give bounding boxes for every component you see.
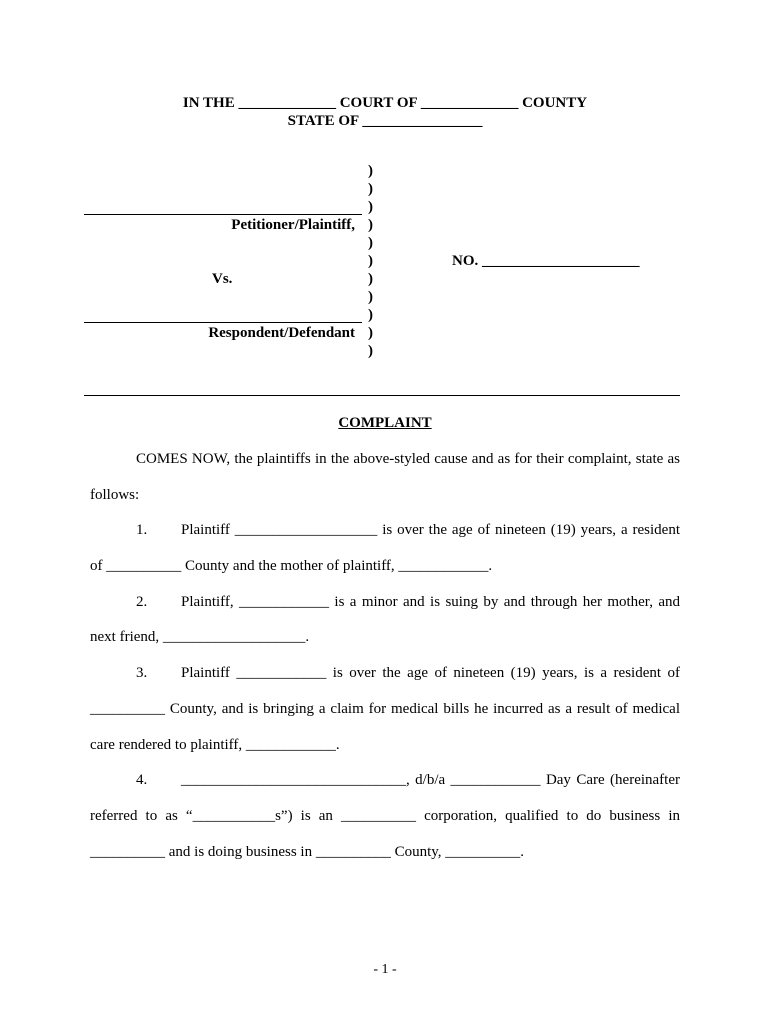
paragraph-3-line-3: care rendered to plaintiff, ____________. [90, 737, 340, 753]
paragraph-2-line-1: Plaintiff, ____________ is a minor and is suing by and through her mother, and [181, 594, 680, 610]
paragraph-number: 3. [136, 665, 148, 681]
respondent-label: Respondent/Defendant [208, 325, 355, 341]
state-heading: STATE OF ________________ [287, 113, 483, 129]
versus-label: Vs. [212, 271, 233, 287]
paragraph-4-line-2: referred to as “___________s”) is an __________ corporation, qualified to do business in [90, 808, 680, 824]
document-title: COMPLAINT [338, 415, 432, 431]
caption-paren: ) [368, 181, 373, 197]
caption-paren: ) [368, 343, 373, 359]
caption-paren: ) [368, 253, 373, 269]
page-number: - 1 - [373, 962, 397, 977]
paragraph-1-line-1: Plaintiff ___________________ is over the age of nineteen (19) years, a resident [181, 522, 680, 538]
caption-paren: ) [368, 307, 373, 323]
paragraph-1-line-2: of __________ County and the mother of plaintiff, ____________. [90, 558, 493, 574]
paragraph-3-line-1: Plaintiff ____________ is over the age of nineteen (19) years, is a resident of [181, 665, 680, 681]
petitioner-label: Petitioner/Plaintiff, [231, 217, 355, 233]
paragraph-4-line-1: ______________________________, d/b/a ____________ Day Care (hereinafter [181, 772, 680, 788]
paragraph-number: 4. [136, 772, 148, 788]
caption-paren: ) [368, 271, 373, 287]
paragraph-2-line-2: next friend, ___________________. [90, 629, 310, 645]
caption-paren: ) [368, 217, 373, 233]
paragraph-number: 1. [136, 522, 148, 538]
intro-line-2: follows: [90, 487, 140, 503]
paragraph-3-line-2: __________ County, and is bringing a claim for medical bills he incurred as a result of medical [90, 701, 680, 717]
petitioner-name-line [84, 214, 362, 215]
respondent-name-line [84, 322, 362, 323]
caption-paren: ) [368, 199, 373, 215]
intro-line-1: COMES NOW, the plaintiffs in the above-styled cause and as for their complaint, state as [136, 451, 680, 467]
caption-paren: ) [368, 325, 373, 341]
caption-paren: ) [368, 289, 373, 305]
case-number: NO. _____________________ [452, 253, 640, 269]
paragraph-4-line-3: __________ and is doing business in __________ County, __________. [90, 844, 525, 860]
caption-paren: ) [368, 163, 373, 179]
court-heading: IN THE _____________ COURT OF _____________ COUNTY [182, 95, 588, 111]
caption-paren: ) [368, 235, 373, 251]
paragraph-number: 2. [136, 594, 148, 610]
caption-divider [84, 395, 680, 396]
